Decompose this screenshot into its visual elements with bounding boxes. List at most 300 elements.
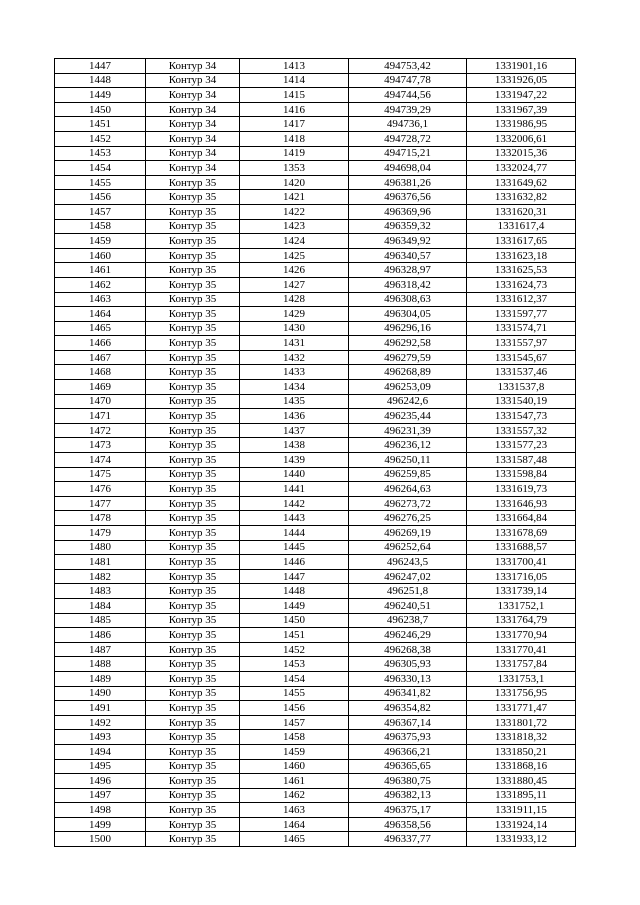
y-coordinate-cell: 1331612,37 [467,292,576,307]
point-number-cell: 1429 [240,307,349,322]
x-coordinate-cell: 496375,17 [349,803,467,818]
x-coordinate-cell: 496382,13 [349,788,467,803]
table-row [55,613,576,628]
contour-name-cell: Контур 35 [146,321,240,336]
point-number-cell: 1445 [240,540,349,555]
contour-name-cell: Контур 35 [146,336,240,351]
contour-name-cell: Контур 34 [146,146,240,161]
table-row [55,380,576,395]
point-number-cell: 1437 [240,423,349,438]
row-number-cell: 1493 [55,730,146,745]
contour-name-cell: Контур 35 [146,175,240,190]
x-coordinate-cell: 496328,97 [349,263,467,278]
point-number-cell: 1421 [240,190,349,205]
contour-name-cell: Контур 34 [146,88,240,103]
y-coordinate-cell: 1331598,84 [467,467,576,482]
row-number-cell: 1483 [55,584,146,599]
row-number-cell: 1465 [55,321,146,336]
contour-name-cell: Контур 35 [146,584,240,599]
row-number-cell: 1450 [55,102,146,117]
y-coordinate-cell: 1331537,46 [467,365,576,380]
contour-name-cell: Контур 34 [146,102,240,117]
coordinates-table-body [55,59,576,847]
y-coordinate-cell: 1331967,39 [467,102,576,117]
contour-name-cell: Контур 35 [146,730,240,745]
y-coordinate-cell: 1331752,1 [467,598,576,613]
row-number-cell: 1489 [55,671,146,686]
row-number-cell: 1497 [55,788,146,803]
row-number-cell: 1457 [55,204,146,219]
y-coordinate-cell: 1331632,82 [467,190,576,205]
y-coordinate-cell: 1331901,16 [467,59,576,74]
x-coordinate-cell: 496236,12 [349,438,467,453]
x-coordinate-cell: 496358,56 [349,817,467,832]
table-row [55,88,576,103]
table-row [55,263,576,278]
table-row [55,175,576,190]
point-number-cell: 1460 [240,759,349,774]
contour-name-cell: Контур 35 [146,657,240,672]
y-coordinate-cell: 1331771,47 [467,701,576,716]
point-number-cell: 1449 [240,598,349,613]
x-coordinate-cell: 496380,75 [349,774,467,789]
table-row [55,744,576,759]
table-row [55,628,576,643]
x-coordinate-cell: 496240,51 [349,598,467,613]
table-row [55,394,576,409]
point-number-cell: 1438 [240,438,349,453]
table-row [55,365,576,380]
x-coordinate-cell: 496296,16 [349,321,467,336]
point-number-cell: 1450 [240,613,349,628]
point-number-cell: 1431 [240,336,349,351]
y-coordinate-cell: 1331547,73 [467,409,576,424]
table-row [55,59,576,74]
x-coordinate-cell: 496251,8 [349,584,467,599]
y-coordinate-cell: 1331818,32 [467,730,576,745]
table-row [55,715,576,730]
y-coordinate-cell: 1331756,95 [467,686,576,701]
table-row [55,496,576,511]
x-coordinate-cell: 496292,58 [349,336,467,351]
table-row [55,511,576,526]
table-row [55,102,576,117]
point-number-cell: 1426 [240,263,349,278]
row-number-cell: 1492 [55,715,146,730]
y-coordinate-cell: 1331557,32 [467,423,576,438]
point-number-cell: 1353 [240,161,349,176]
x-coordinate-cell: 496250,11 [349,453,467,468]
y-coordinate-cell: 1331700,41 [467,555,576,570]
x-coordinate-cell: 496381,26 [349,175,467,190]
contour-name-cell: Контур 34 [146,161,240,176]
y-coordinate-cell: 1332015,36 [467,146,576,161]
row-number-cell: 1495 [55,759,146,774]
y-coordinate-cell: 1331625,53 [467,263,576,278]
point-number-cell: 1459 [240,744,349,759]
point-number-cell: 1413 [240,59,349,74]
y-coordinate-cell: 1331617,4 [467,219,576,234]
x-coordinate-cell: 494753,42 [349,59,467,74]
point-number-cell: 1447 [240,569,349,584]
x-coordinate-cell: 494698,04 [349,161,467,176]
table-row [55,467,576,482]
table-row [55,774,576,789]
table-row [55,131,576,146]
x-coordinate-cell: 494739,29 [349,102,467,117]
table-row [55,584,576,599]
y-coordinate-cell: 1331801,72 [467,715,576,730]
point-number-cell: 1452 [240,642,349,657]
y-coordinate-cell: 1331574,71 [467,321,576,336]
table-row [55,555,576,570]
point-number-cell: 1451 [240,628,349,643]
row-number-cell: 1499 [55,817,146,832]
point-number-cell: 1417 [240,117,349,132]
x-coordinate-cell: 496349,92 [349,234,467,249]
point-number-cell: 1457 [240,715,349,730]
row-number-cell: 1451 [55,117,146,132]
y-coordinate-cell: 1331753,1 [467,671,576,686]
x-coordinate-cell: 496268,38 [349,642,467,657]
point-number-cell: 1464 [240,817,349,832]
coordinates-table [54,58,576,847]
x-coordinate-cell: 496330,13 [349,671,467,686]
row-number-cell: 1496 [55,774,146,789]
row-number-cell: 1459 [55,234,146,249]
contour-name-cell: Контур 34 [146,59,240,74]
row-number-cell: 1452 [55,131,146,146]
table-row [55,117,576,132]
contour-name-cell: Контур 34 [146,131,240,146]
y-coordinate-cell: 1331764,79 [467,613,576,628]
row-number-cell: 1458 [55,219,146,234]
contour-name-cell: Контур 35 [146,817,240,832]
y-coordinate-cell: 1331850,21 [467,744,576,759]
point-number-cell: 1463 [240,803,349,818]
table-row [55,321,576,336]
y-coordinate-cell: 1331577,23 [467,438,576,453]
y-coordinate-cell: 1331649,62 [467,175,576,190]
row-number-cell: 1477 [55,496,146,511]
contour-name-cell: Контур 35 [146,511,240,526]
row-number-cell: 1474 [55,453,146,468]
x-coordinate-cell: 496269,19 [349,526,467,541]
table-row [55,161,576,176]
x-coordinate-cell: 496273,72 [349,496,467,511]
table-row [55,832,576,847]
point-number-cell: 1436 [240,409,349,424]
x-coordinate-cell: 496359,32 [349,219,467,234]
x-coordinate-cell: 496304,05 [349,307,467,322]
y-coordinate-cell: 1331557,97 [467,336,576,351]
table-row [55,526,576,541]
point-number-cell: 1434 [240,380,349,395]
table-row [55,540,576,555]
point-number-cell: 1440 [240,467,349,482]
contour-name-cell: Контур 34 [146,73,240,88]
point-number-cell: 1425 [240,248,349,263]
y-coordinate-cell: 1331537,8 [467,380,576,395]
x-coordinate-cell: 494728,72 [349,131,467,146]
contour-name-cell: Контур 35 [146,409,240,424]
row-number-cell: 1467 [55,350,146,365]
contour-name-cell: Контур 35 [146,190,240,205]
x-coordinate-cell: 496246,29 [349,628,467,643]
y-coordinate-cell: 1331620,31 [467,204,576,219]
point-number-cell: 1442 [240,496,349,511]
x-coordinate-cell: 496276,25 [349,511,467,526]
table-row [55,234,576,249]
x-coordinate-cell: 494747,78 [349,73,467,88]
contour-name-cell: Контур 35 [146,467,240,482]
contour-name-cell: Контур 35 [146,307,240,322]
row-number-cell: 1464 [55,307,146,322]
x-coordinate-cell: 496238,7 [349,613,467,628]
table-row [55,657,576,672]
contour-name-cell: Контур 35 [146,686,240,701]
contour-name-cell: Контур 35 [146,394,240,409]
point-number-cell: 1422 [240,204,349,219]
row-number-cell: 1500 [55,832,146,847]
contour-name-cell: Контур 35 [146,759,240,774]
contour-name-cell: Контур 35 [146,350,240,365]
contour-name-cell: Контур 35 [146,628,240,643]
table-row [55,759,576,774]
y-coordinate-cell: 1331926,05 [467,73,576,88]
contour-name-cell: Контур 35 [146,438,240,453]
contour-name-cell: Контур 35 [146,788,240,803]
contour-name-cell: Контур 35 [146,496,240,511]
contour-name-cell: Контур 35 [146,380,240,395]
point-number-cell: 1424 [240,234,349,249]
point-number-cell: 1456 [240,701,349,716]
x-coordinate-cell: 496318,42 [349,277,467,292]
y-coordinate-cell: 1331986,95 [467,117,576,132]
point-number-cell: 1430 [240,321,349,336]
table-row [55,642,576,657]
y-coordinate-cell: 1331895,11 [467,788,576,803]
point-number-cell: 1433 [240,365,349,380]
table-row [55,307,576,322]
y-coordinate-cell: 1331678,69 [467,526,576,541]
point-number-cell: 1415 [240,88,349,103]
contour-name-cell: Контур 35 [146,482,240,497]
table-row [55,438,576,453]
row-number-cell: 1479 [55,526,146,541]
point-number-cell: 1414 [240,73,349,88]
point-number-cell: 1423 [240,219,349,234]
table-row [55,817,576,832]
row-number-cell: 1498 [55,803,146,818]
contour-name-cell: Контур 34 [146,117,240,132]
row-number-cell: 1455 [55,175,146,190]
x-coordinate-cell: 496367,14 [349,715,467,730]
y-coordinate-cell: 1332024,77 [467,161,576,176]
point-number-cell: 1416 [240,102,349,117]
row-number-cell: 1486 [55,628,146,643]
point-number-cell: 1439 [240,453,349,468]
contour-name-cell: Контур 35 [146,277,240,292]
contour-name-cell: Контур 35 [146,423,240,438]
table-row [55,248,576,263]
table-row [55,482,576,497]
x-coordinate-cell: 496337,77 [349,832,467,847]
row-number-cell: 1480 [55,540,146,555]
point-number-cell: 1458 [240,730,349,745]
row-number-cell: 1448 [55,73,146,88]
row-number-cell: 1468 [55,365,146,380]
contour-name-cell: Контур 35 [146,292,240,307]
point-number-cell: 1419 [240,146,349,161]
contour-name-cell: Контур 35 [146,204,240,219]
contour-name-cell: Контур 35 [146,263,240,278]
contour-name-cell: Контур 35 [146,671,240,686]
y-coordinate-cell: 1331597,77 [467,307,576,322]
row-number-cell: 1449 [55,88,146,103]
row-number-cell: 1494 [55,744,146,759]
point-number-cell: 1418 [240,131,349,146]
y-coordinate-cell: 1331617,65 [467,234,576,249]
table-row [55,292,576,307]
x-coordinate-cell: 496366,21 [349,744,467,759]
x-coordinate-cell: 496305,93 [349,657,467,672]
row-number-cell: 1462 [55,277,146,292]
x-coordinate-cell: 496259,85 [349,467,467,482]
x-coordinate-cell: 496264,63 [349,482,467,497]
row-number-cell: 1472 [55,423,146,438]
y-coordinate-cell: 1331933,12 [467,832,576,847]
row-number-cell: 1488 [55,657,146,672]
contour-name-cell: Контур 35 [146,598,240,613]
row-number-cell: 1466 [55,336,146,351]
point-number-cell: 1446 [240,555,349,570]
x-coordinate-cell: 496354,82 [349,701,467,716]
point-number-cell: 1444 [240,526,349,541]
table-row [55,598,576,613]
contour-name-cell: Контур 35 [146,453,240,468]
y-coordinate-cell: 1331624,73 [467,277,576,292]
x-coordinate-cell: 496235,44 [349,409,467,424]
point-number-cell: 1443 [240,511,349,526]
y-coordinate-cell: 1331545,67 [467,350,576,365]
table-row [55,730,576,745]
table-row [55,146,576,161]
x-coordinate-cell: 496375,93 [349,730,467,745]
x-coordinate-cell: 496340,57 [349,248,467,263]
row-number-cell: 1476 [55,482,146,497]
row-number-cell: 1481 [55,555,146,570]
x-coordinate-cell: 496242,6 [349,394,467,409]
contour-name-cell: Контур 35 [146,613,240,628]
point-number-cell: 1461 [240,774,349,789]
y-coordinate-cell: 1331623,18 [467,248,576,263]
row-number-cell: 1471 [55,409,146,424]
row-number-cell: 1484 [55,598,146,613]
contour-name-cell: Контур 35 [146,569,240,584]
point-number-cell: 1462 [240,788,349,803]
row-number-cell: 1453 [55,146,146,161]
x-coordinate-cell: 494736,1 [349,117,467,132]
table-row [55,788,576,803]
contour-name-cell: Контур 35 [146,219,240,234]
x-coordinate-cell: 496365,65 [349,759,467,774]
x-coordinate-cell: 496279,59 [349,350,467,365]
y-coordinate-cell: 1331664,84 [467,511,576,526]
table-row [55,686,576,701]
y-coordinate-cell: 1331770,41 [467,642,576,657]
y-coordinate-cell: 1331880,45 [467,774,576,789]
contour-name-cell: Контур 35 [146,774,240,789]
y-coordinate-cell: 1331947,22 [467,88,576,103]
point-number-cell: 1448 [240,584,349,599]
row-number-cell: 1454 [55,161,146,176]
table-row [55,671,576,686]
y-coordinate-cell: 1331587,48 [467,453,576,468]
point-number-cell: 1453 [240,657,349,672]
y-coordinate-cell: 1332006,61 [467,131,576,146]
x-coordinate-cell: 496231,39 [349,423,467,438]
point-number-cell: 1427 [240,277,349,292]
table-row [55,336,576,351]
x-coordinate-cell: 496247,02 [349,569,467,584]
table-row [55,453,576,468]
contour-name-cell: Контур 35 [146,832,240,847]
row-number-cell: 1482 [55,569,146,584]
y-coordinate-cell: 1331911,15 [467,803,576,818]
row-number-cell: 1447 [55,59,146,74]
table-row [55,277,576,292]
x-coordinate-cell: 496341,82 [349,686,467,701]
y-coordinate-cell: 1331757,84 [467,657,576,672]
x-coordinate-cell: 496243,5 [349,555,467,570]
contour-name-cell: Контур 35 [146,642,240,657]
x-coordinate-cell: 496308,63 [349,292,467,307]
row-number-cell: 1473 [55,438,146,453]
contour-name-cell: Контур 35 [146,715,240,730]
contour-name-cell: Контур 35 [146,234,240,249]
point-number-cell: 1420 [240,175,349,190]
point-number-cell: 1428 [240,292,349,307]
row-number-cell: 1461 [55,263,146,278]
row-number-cell: 1463 [55,292,146,307]
y-coordinate-cell: 1331739,14 [467,584,576,599]
contour-name-cell: Контур 35 [146,803,240,818]
row-number-cell: 1478 [55,511,146,526]
x-coordinate-cell: 496369,96 [349,204,467,219]
table-row [55,350,576,365]
point-number-cell: 1454 [240,671,349,686]
y-coordinate-cell: 1331540,19 [467,394,576,409]
row-number-cell: 1456 [55,190,146,205]
row-number-cell: 1490 [55,686,146,701]
y-coordinate-cell: 1331619,73 [467,482,576,497]
y-coordinate-cell: 1331770,94 [467,628,576,643]
contour-name-cell: Контур 35 [146,744,240,759]
y-coordinate-cell: 1331646,93 [467,496,576,511]
point-number-cell: 1455 [240,686,349,701]
table-row [55,204,576,219]
x-coordinate-cell: 496268,89 [349,365,467,380]
y-coordinate-cell: 1331688,57 [467,540,576,555]
table-row [55,73,576,88]
x-coordinate-cell: 496252,64 [349,540,467,555]
y-coordinate-cell: 1331716,05 [467,569,576,584]
table-row [55,409,576,424]
row-number-cell: 1475 [55,467,146,482]
table-row [55,701,576,716]
table-row [55,219,576,234]
